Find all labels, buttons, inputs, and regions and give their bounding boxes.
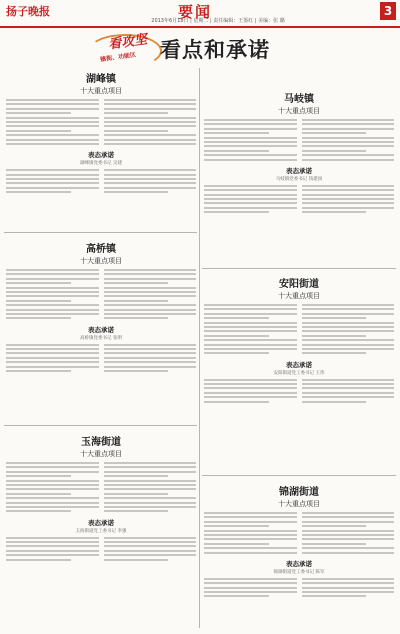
text-line — [6, 344, 99, 346]
statement-column — [6, 344, 99, 375]
text-line — [104, 554, 197, 556]
section-divider — [4, 425, 197, 426]
text-line — [204, 198, 297, 200]
statement-signature: 高桥镇党委书记 张明 — [80, 335, 122, 341]
text-line — [6, 278, 99, 280]
text-line — [204, 326, 297, 328]
text-line — [6, 537, 99, 539]
project-list — [204, 304, 394, 357]
text-line — [6, 121, 99, 123]
text-line — [204, 304, 297, 306]
text-line — [302, 194, 395, 196]
text-line — [204, 578, 297, 580]
text-line — [204, 339, 297, 341]
text-line — [104, 361, 197, 363]
town-block-gaoqiao — [6, 238, 196, 374]
text-line — [104, 559, 169, 561]
text-line — [104, 309, 197, 311]
statement-heading: 表态承诺 — [286, 166, 312, 175]
text-line — [302, 322, 395, 324]
project-list — [204, 119, 394, 163]
text-line — [6, 191, 71, 193]
statement-body — [204, 185, 394, 216]
text-line — [302, 348, 395, 350]
text-line — [6, 550, 99, 552]
statement-body — [6, 344, 196, 375]
text-line — [104, 273, 197, 275]
text-line — [204, 119, 297, 121]
statement-body — [6, 169, 196, 195]
text-line — [104, 488, 197, 490]
text-line — [302, 304, 395, 306]
text-line — [104, 125, 197, 127]
town-name: 湖峰镇 — [86, 74, 116, 85]
text-line — [302, 401, 367, 403]
text-line — [104, 169, 197, 171]
text-line — [6, 348, 99, 350]
project-list-title: 十大重点项目 — [278, 500, 320, 508]
statement-column — [104, 169, 197, 195]
newspaper-logo: 扬子晚报 — [6, 5, 50, 18]
project-list-title: 十大重点项目 — [80, 450, 122, 458]
text-line — [302, 396, 395, 398]
text-line — [302, 516, 395, 518]
statement-heading: 表态承诺 — [286, 559, 312, 568]
text-line — [104, 143, 197, 145]
text-line — [204, 322, 297, 324]
text-line — [104, 108, 197, 110]
text-line — [6, 480, 99, 482]
town-name: 锦湖街道 — [279, 487, 319, 498]
text-line — [6, 182, 99, 184]
statement-column — [204, 379, 297, 405]
text-line — [6, 117, 99, 119]
text-line — [204, 194, 297, 196]
text-line — [302, 595, 367, 597]
statement-body — [204, 578, 394, 600]
text-line — [302, 189, 395, 191]
text-line — [204, 211, 269, 213]
text-line — [302, 330, 395, 332]
text-line — [302, 547, 395, 549]
text-line — [104, 471, 197, 473]
text-line — [302, 383, 395, 385]
town-name: 玉海街道 — [81, 437, 121, 448]
project-column — [104, 269, 197, 322]
text-line — [104, 502, 197, 504]
text-line — [204, 145, 297, 147]
text-line — [104, 550, 197, 552]
text-line — [204, 530, 297, 532]
text-line — [6, 282, 71, 284]
text-line — [104, 112, 169, 114]
text-line — [302, 543, 367, 545]
text-line — [302, 154, 395, 156]
statement-signature: 安阳街道党工委书记 王伟 — [273, 370, 325, 376]
text-line — [104, 493, 169, 495]
project-list-title: 十大重点项目 — [80, 257, 122, 265]
text-line — [204, 595, 269, 597]
text-line — [6, 361, 99, 363]
text-line — [6, 493, 71, 495]
text-line — [204, 123, 297, 125]
text-line — [6, 300, 71, 302]
text-line — [302, 512, 395, 514]
text-line — [302, 141, 395, 143]
text-line — [302, 185, 395, 187]
kicker-label: 看攻坚 — [107, 32, 149, 53]
statement-column — [204, 185, 297, 216]
text-line — [104, 174, 197, 176]
text-line — [302, 552, 395, 554]
town-block-jinhu — [204, 481, 394, 600]
text-line — [6, 108, 99, 110]
text-line — [104, 344, 197, 346]
statement-signature: 马岐镇党委书记 钱建国 — [275, 176, 323, 182]
statement-column — [302, 185, 395, 216]
text-line — [104, 480, 197, 482]
project-list — [6, 269, 196, 322]
text-line — [204, 538, 297, 540]
text-line — [204, 189, 297, 191]
text-line — [104, 352, 197, 354]
statement-signature: 玉海街道党工委书记 李强 — [75, 528, 127, 534]
text-line — [104, 357, 197, 359]
text-line — [6, 143, 99, 145]
text-line — [104, 99, 197, 101]
text-line — [204, 587, 297, 589]
page-number: 3 — [380, 2, 396, 20]
text-line — [6, 502, 99, 504]
town-block-anyang — [204, 273, 394, 405]
statement-heading: 表态承诺 — [88, 518, 114, 527]
text-line — [302, 211, 367, 213]
project-list-title: 十大重点项目 — [278, 107, 320, 115]
text-line — [6, 139, 99, 141]
town-block-hufu — [6, 68, 196, 196]
text-line — [302, 352, 367, 354]
text-line — [6, 313, 99, 315]
kicker-subtitle: 镇街、功能区 — [99, 51, 137, 64]
statement-column — [204, 578, 297, 600]
project-column — [104, 462, 197, 515]
text-line — [6, 488, 99, 490]
text-line — [302, 578, 395, 580]
project-column — [302, 119, 395, 163]
text-line — [6, 559, 71, 561]
text-line — [104, 300, 169, 302]
text-line — [104, 484, 197, 486]
text-line — [302, 538, 395, 540]
statement-heading: 表态承诺 — [88, 151, 114, 160]
section-title: 要闻 — [178, 3, 213, 21]
text-line — [302, 132, 367, 134]
text-line — [302, 591, 395, 593]
text-line — [104, 139, 197, 141]
text-line — [6, 169, 99, 171]
text-line — [6, 506, 99, 508]
text-line — [104, 348, 197, 350]
statement-column — [302, 578, 395, 600]
headline-banner — [0, 30, 400, 66]
project-column — [6, 462, 99, 515]
text-line — [204, 150, 269, 152]
text-line — [6, 370, 71, 372]
statement-column — [104, 537, 197, 563]
text-line — [104, 317, 169, 319]
text-line — [6, 103, 99, 105]
statement-body — [6, 537, 196, 563]
text-line — [302, 587, 395, 589]
text-line — [6, 187, 99, 189]
text-line — [6, 125, 99, 127]
text-line — [104, 295, 197, 297]
text-line — [204, 335, 269, 337]
text-line — [104, 370, 169, 372]
statement-column — [104, 344, 197, 375]
text-line — [204, 352, 269, 354]
text-line — [302, 534, 395, 536]
text-line — [6, 352, 99, 354]
section-divider — [4, 232, 197, 233]
section-divider — [202, 475, 396, 476]
text-line — [6, 484, 99, 486]
text-line — [302, 119, 395, 121]
statement-signature: 锦湖街道党工委书记 陈军 — [273, 569, 325, 575]
text-line — [104, 537, 197, 539]
text-line — [204, 202, 297, 204]
text-line — [104, 541, 197, 543]
text-line — [6, 174, 99, 176]
text-line — [6, 475, 71, 477]
project-column — [6, 269, 99, 322]
section-divider — [202, 268, 396, 269]
text-line — [302, 198, 395, 200]
text-line — [204, 521, 297, 523]
text-line — [204, 330, 297, 332]
text-line — [204, 137, 297, 139]
town-name: 马岐镇 — [284, 94, 314, 105]
town-name: 高桥镇 — [86, 244, 116, 255]
text-line — [104, 178, 197, 180]
text-line — [104, 182, 197, 184]
text-line — [302, 308, 395, 310]
text-line — [204, 591, 297, 593]
text-line — [302, 207, 395, 209]
text-line — [6, 99, 99, 101]
text-line — [204, 534, 297, 536]
text-line — [6, 545, 99, 547]
text-line — [204, 141, 297, 143]
text-line — [302, 582, 395, 584]
text-line — [302, 137, 395, 139]
text-line — [104, 506, 197, 508]
text-line — [6, 134, 99, 136]
statement-column — [302, 379, 395, 405]
project-column — [204, 304, 297, 357]
text-line — [204, 543, 269, 545]
text-line — [204, 401, 269, 403]
text-line — [204, 159, 297, 161]
statement-column — [6, 537, 99, 563]
text-line — [204, 582, 297, 584]
text-line — [204, 313, 297, 315]
statement-column — [6, 169, 99, 195]
town-name: 安阳街道 — [279, 279, 319, 290]
text-line — [302, 317, 367, 319]
text-line — [302, 145, 395, 147]
text-line — [6, 541, 99, 543]
text-line — [104, 545, 197, 547]
text-line — [204, 387, 297, 389]
text-line — [204, 547, 297, 549]
text-line — [204, 132, 269, 134]
statement-heading: 表态承诺 — [88, 325, 114, 334]
text-line — [104, 103, 197, 105]
text-line — [6, 291, 99, 293]
text-line — [302, 123, 395, 125]
masthead — [0, 0, 400, 28]
text-line — [6, 309, 99, 311]
text-line — [204, 348, 297, 350]
text-line — [204, 552, 297, 554]
dateline: 2013年6月18日 | 星期二 | 责任编辑：王鉴红 | 美编：张 璐 — [151, 18, 285, 24]
text-line — [204, 383, 297, 385]
text-line — [104, 287, 197, 289]
text-line — [104, 269, 197, 271]
text-line — [104, 462, 197, 464]
column-divider — [199, 68, 200, 628]
text-line — [104, 187, 197, 189]
statement-heading: 表态承诺 — [286, 360, 312, 369]
town-block-yuhai — [6, 431, 196, 563]
text-line — [6, 112, 71, 114]
text-line — [302, 339, 395, 341]
project-column — [104, 99, 197, 147]
text-line — [104, 313, 197, 315]
text-line — [6, 178, 99, 180]
text-line — [302, 530, 395, 532]
project-column — [204, 512, 297, 556]
text-line — [6, 462, 99, 464]
text-line — [6, 130, 71, 132]
project-column — [302, 304, 395, 357]
text-line — [6, 554, 99, 556]
project-column — [6, 99, 99, 147]
page-headline: 看点和承诺 — [160, 37, 270, 62]
text-line — [6, 295, 99, 297]
text-line — [6, 287, 99, 289]
project-list — [204, 512, 394, 556]
text-line — [204, 207, 297, 209]
text-line — [302, 525, 367, 527]
text-line — [302, 150, 367, 152]
text-line — [6, 510, 71, 512]
text-line — [104, 121, 197, 123]
statement-signature: 湖峰镇党委书记 吴建 — [80, 161, 122, 167]
text-line — [204, 379, 297, 381]
project-list — [6, 462, 196, 515]
text-line — [204, 185, 297, 187]
text-line — [6, 304, 99, 306]
text-line — [104, 191, 169, 193]
statement-body — [204, 379, 394, 405]
text-line — [104, 366, 197, 368]
project-list — [6, 99, 196, 147]
text-line — [204, 154, 297, 156]
text-line — [302, 202, 395, 204]
text-line — [302, 379, 395, 381]
text-line — [6, 273, 99, 275]
text-line — [104, 291, 197, 293]
text-line — [6, 366, 99, 368]
project-column — [302, 512, 395, 556]
text-line — [302, 521, 395, 523]
project-column — [204, 119, 297, 163]
text-line — [204, 512, 297, 514]
text-line — [104, 130, 169, 132]
text-line — [302, 159, 395, 161]
text-line — [6, 269, 99, 271]
text-line — [302, 392, 395, 394]
project-list-title: 十大重点项目 — [80, 87, 122, 95]
text-line — [6, 497, 99, 499]
text-line — [104, 497, 197, 499]
text-line — [6, 471, 99, 473]
text-line — [204, 317, 269, 319]
text-line — [204, 392, 297, 394]
text-line — [302, 313, 395, 315]
text-line — [302, 344, 395, 346]
text-line — [104, 117, 197, 119]
text-line — [204, 344, 297, 346]
text-line — [104, 304, 197, 306]
text-line — [104, 282, 169, 284]
text-line — [6, 466, 99, 468]
text-line — [204, 525, 269, 527]
text-line — [204, 396, 297, 398]
text-line — [104, 134, 197, 136]
text-line — [302, 387, 395, 389]
text-line — [204, 516, 297, 518]
text-line — [302, 326, 395, 328]
text-line — [104, 278, 197, 280]
text-line — [204, 308, 297, 310]
town-block-maqi — [204, 88, 394, 216]
text-line — [104, 510, 169, 512]
text-line — [104, 475, 169, 477]
project-list-title: 十大重点项目 — [278, 292, 320, 300]
text-line — [204, 128, 297, 130]
text-line — [6, 317, 71, 319]
text-line — [302, 335, 367, 337]
text-line — [302, 128, 395, 130]
text-line — [104, 466, 197, 468]
text-line — [6, 357, 99, 359]
